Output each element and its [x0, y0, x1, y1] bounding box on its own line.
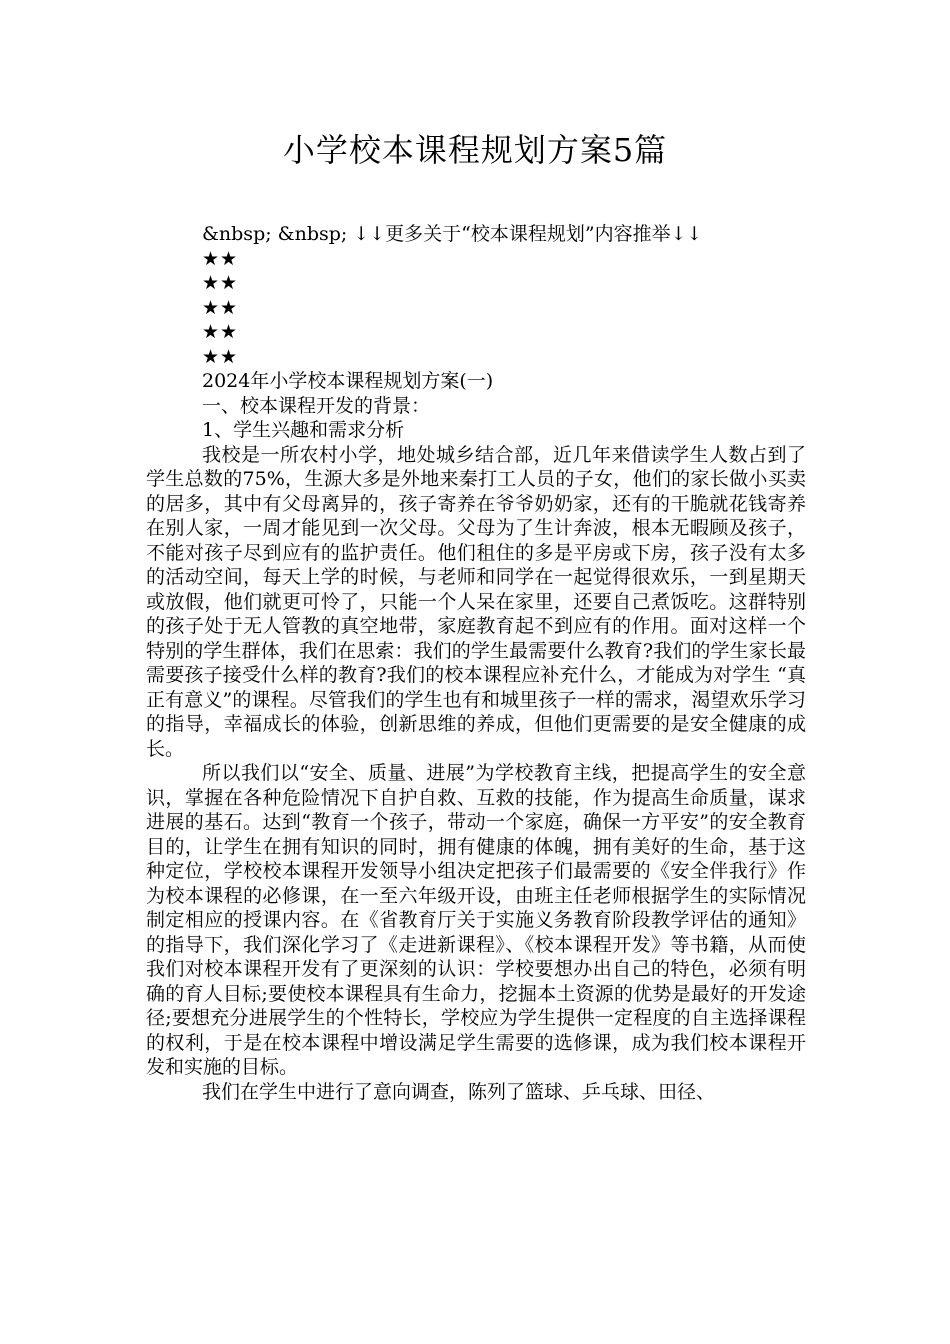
star-rating-row: ★★ [202, 296, 239, 319]
body-paragraph: 所以我们以“安全、质量、进展”为学校教育主线，把提高学生的安全意识，掌握在各种危险情况下自护自救、互救的技能，作为提高生命质量，谋求进展的基石。达到“教育一个孩子，带动一个家庭，确保一方平安”的安全教育目的，让学生在拥有知识的同时，拥有健康的体魄，拥有美好的生命，基于这种定位，学校校本课程开发领导小组决定把孩子们最需要的《安全伴我行》作为校本课程的必修课，在一至六年级开设，由班主任老师根据学生的实际情况制定相应的授课内容。在《省教育厅关于实施义务教育阶段教学评估的通知》的指导下，我们深化学习了《走进新课程》、《校本课程开发》等书籍，从而使我们对校本课程开发有了更深刻的认识：学校要想办出自己的特色，必须有明确的育人目标;要使校本课程具有生命力，挖掘本土资源的优势是最好的开发途径;要想充分进展学生的个性特长，学校应为学生提供一定程度的自主选择课程的权利，于是在校本课程中增设满足学生需要的选修课，成为我们校本课程开发和实施的目标。 [146, 762, 806, 1078]
star-rating-row: ★★ [202, 345, 239, 368]
body-paragraph: 我们在学生中进行了意向调查，陈列了篮球、乒乓球、田径、 [202, 1080, 716, 1103]
section-subtitle: 2024年小学校本课程规划方案(一) [202, 370, 494, 392]
body-paragraph: 我校是一所农村小学，地处城乡结合部，近几年来借读学生人数占到了学生总数的75%，生源大多是外地来秦打工人员的子女，他们的家长做小买卖的居多，其中有父母离异的，孩子寄养在爷爷奶奶家，还有的干脆就花钱寄养在别人家，一周才能见到一次父母。父母为了生计奔波，根本无暇顾及孩子，不能对孩子尽到应有的监护责任。他们租住的多是平房或下房，孩子没有太多的活动空间，每天上学的时候，与老师和同学在一起觉得很欢乐，一到星期天或放假，他们就更可怜了，只能一个人呆在家里，还要自己煮饭吃。这群特别的孩子处于无人管教的真空地带，家庭教育起不到应有的作用。面对这样一个特别的学生群体，我们在思索：我们的学生最需要什么教育?我们的学生家长最需要孩子接受什么样的教育?我们的校本课程应补充什么，才能成为对学生 “真正有意义”的课程。尽管我们的学生也有和城里孩子一样的需求，渴望欢乐学习的指导，幸福成长的体验，创新思维的养成，但他们更需要的是安全健康的成长。 [146, 443, 806, 760]
section-heading: 一、校本课程开发的背景： [202, 394, 431, 417]
document-title: 小学校本课程规划方案5篇 [282, 131, 668, 169]
star-rating-row: ★★ [202, 247, 239, 270]
subsection-heading: 1、学生兴趣和需求分析 [202, 419, 405, 441]
star-rating-row: ★★ [202, 272, 239, 294]
recommend-line: &nbsp; &nbsp; ↓↓更多关于“校本课程规划”内容推举↓↓ [202, 223, 703, 245]
document-body [146, 222, 806, 1104]
star-rating-row: ★★ [202, 321, 239, 343]
